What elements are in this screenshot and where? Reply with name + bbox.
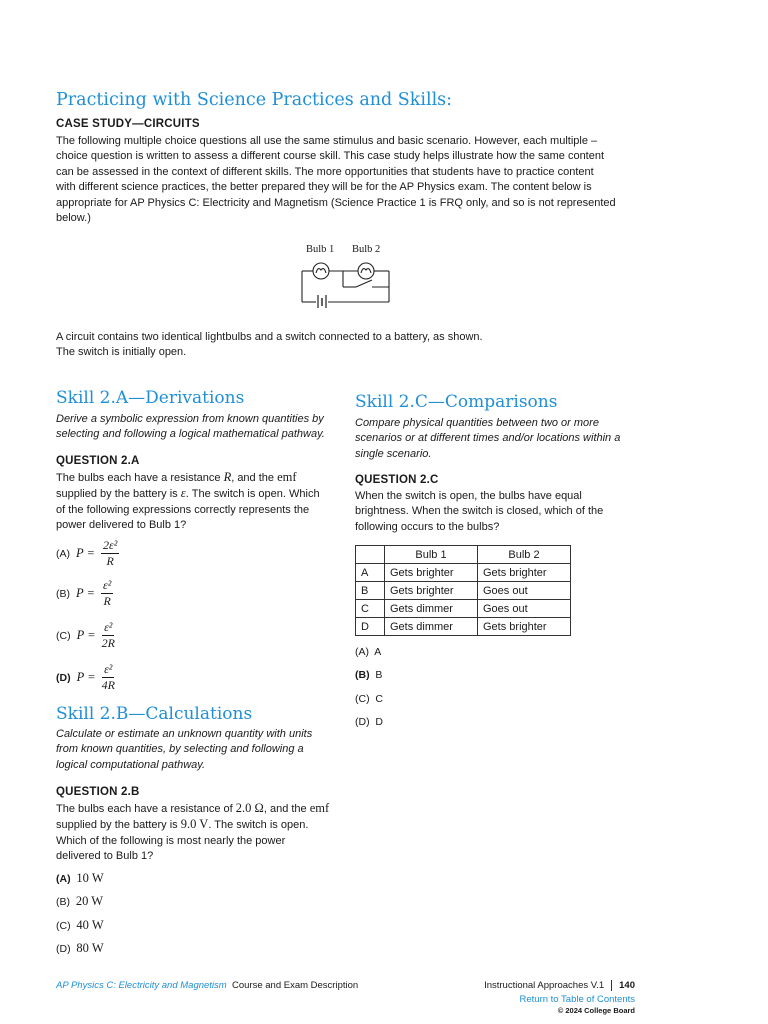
desc-line: Derive a symbolic expression from known quantities by (56, 413, 324, 425)
desc-line: Calculate or estimate an unknown quantity with units (56, 728, 313, 740)
table-cell: C (356, 600, 385, 618)
table-cell: A (356, 564, 385, 582)
q-text: delivered to Bulb 1? (56, 850, 154, 863)
fraction (102, 620, 115, 651)
option-2a-c[interactable] (56, 620, 115, 651)
desc-line: logical computational pathway. (56, 758, 205, 771)
option-2b-c[interactable] (56, 918, 104, 933)
option-2a-d[interactable] (56, 662, 115, 693)
table-cell: Gets dimmer (385, 618, 478, 636)
option-value: C (375, 693, 384, 705)
footer-course (56, 980, 358, 991)
footer-divider (611, 980, 612, 991)
option-2c-c[interactable] (355, 693, 383, 705)
q-text: supplied by the battery is (56, 488, 178, 501)
option-2c-a[interactable] (355, 646, 381, 658)
option-2b-b[interactable] (56, 894, 103, 909)
footer-page-info (484, 980, 635, 991)
option-2b-d[interactable] (56, 941, 104, 956)
symbol-emf: emf (309, 801, 330, 815)
q-text: , and the (231, 472, 275, 484)
option-value: 10 W (76, 871, 104, 885)
denominator: R (106, 554, 114, 568)
table-cell: Gets brighter (385, 582, 478, 600)
option-letter: (A) (56, 547, 70, 560)
intro-line: appropriate for AP Physics C: Electricity and Magnetism (Science Practice 1 is FRQ only, and so is not represented (56, 196, 616, 209)
numerator: 2ε² (102, 538, 118, 552)
footer-course-desc: Course and Exam Description (231, 980, 359, 991)
option-letter: (D) (56, 943, 71, 955)
option-letter: (C) (56, 629, 71, 642)
skill-2b-description (56, 727, 312, 773)
q-text: following occurs to the bulbs? (355, 520, 500, 533)
fraction (101, 578, 113, 609)
intro-line: The following multiple choice questions all use the same stimulus and basic scenario. However, each multiple – (56, 135, 598, 147)
toc-link[interactable]: Return to Table of Contents (519, 994, 635, 1005)
option-letter: (B) (56, 896, 70, 908)
option-letter: (A) (355, 646, 369, 658)
stimulus-line: A circuit contains two identical lightbulbs and a switch connected to a battery, as shown. (56, 331, 483, 343)
option-letter: (D) (355, 716, 370, 728)
numerator: ε² (102, 578, 112, 592)
comparison-table (355, 545, 571, 636)
table-row (356, 600, 571, 618)
table-header-cell: Bulb 1 (385, 546, 478, 564)
emf-value: 9.0 V (180, 817, 209, 832)
bulb1-label: Bulb 1 (306, 244, 335, 255)
option-2b-a[interactable] (56, 871, 104, 886)
q-text: brightness. When the switch is closed, which of the (355, 505, 604, 518)
option-2c-d[interactable] (355, 716, 383, 728)
table-header-cell (356, 546, 385, 564)
desc-line: Compare physical quantities between two or more (355, 417, 599, 429)
q-text: The bulbs each have a resistance of (56, 803, 233, 815)
table-row (356, 618, 571, 636)
table-cell: Gets brighter (385, 564, 478, 582)
option-letter: (A) (56, 873, 71, 885)
table-header-cell: Bulb 2 (478, 546, 571, 564)
case-study-label: CASE STUDY—CIRCUITS (56, 118, 200, 130)
option-lhs: P = (76, 670, 96, 684)
intro-line: can be assessed in the context of different skills. The more opportunities that students have to practice content (56, 165, 594, 178)
question-2a-text (56, 470, 346, 534)
skill-2a-description (56, 412, 325, 443)
desc-line: from known quantities, by selecting and following a (56, 743, 304, 756)
q-text: Which of the following is most nearly the power (56, 834, 286, 847)
circuit-diagram (296, 242, 406, 310)
table-row (356, 564, 571, 582)
table-cell: Gets brighter (478, 618, 571, 636)
skill-2c-heading: Skill 2.C—Comparisons (355, 392, 558, 412)
table-header-row (356, 546, 571, 564)
circuit-schematic (296, 256, 406, 308)
option-letter: (B) (355, 669, 370, 681)
symbol-emf: emf (277, 470, 297, 484)
desc-line: selecting and following a logical mathematical pathway. (56, 428, 325, 441)
question-2a-label: QUESTION 2.A (56, 455, 140, 467)
denominator: 4R (101, 678, 115, 692)
option-value: A (374, 646, 382, 658)
intro-line: with different science practices, the better prepared they will be for the AP Physics exam. The content below is (56, 181, 592, 194)
q-text: supplied by the battery is (56, 819, 178, 832)
footer-section: Instructional Approaches V.1 (484, 980, 605, 991)
option-letter: (C) (355, 693, 370, 705)
skill-2b-heading: Skill 2.B—Calculations (56, 704, 253, 724)
page-number: 140 (619, 980, 635, 991)
table-cell: Goes out (478, 600, 571, 618)
desc-line: single scenario. (355, 447, 432, 460)
table-row (356, 582, 571, 600)
page-title: Practicing with Science Practices and Skills: (56, 90, 453, 110)
numerator: ε² (104, 620, 113, 634)
denominator: R (103, 594, 111, 608)
option-lhs: P = (76, 586, 95, 600)
option-letter: (D) (56, 671, 71, 684)
q-text: . The switch is open. Which (185, 488, 320, 501)
copyright: © 2024 College Board (557, 1006, 635, 1015)
skill-2a-heading: Skill 2.A—Derivations (56, 388, 245, 408)
resistance-value: 2.0 Ω (235, 801, 264, 815)
option-2c-b[interactable] (355, 669, 382, 681)
option-2a-b[interactable] (56, 578, 113, 609)
option-value: 40 W (76, 918, 104, 932)
question-2c-label: QUESTION 2.C (355, 474, 439, 486)
table-cell: Gets brighter (478, 564, 571, 582)
numerator: ε² (104, 662, 113, 676)
symbol-r: R (223, 470, 232, 484)
footer-course-name: AP Physics C: Electricity and Magnetism (56, 980, 227, 991)
table-cell: Gets dimmer (385, 600, 478, 618)
stimulus-line: The switch is initially open. (56, 346, 187, 359)
option-letter: (C) (56, 920, 71, 932)
intro-paragraph (56, 134, 676, 226)
question-2c-text (355, 489, 603, 535)
bulb2-label: Bulb 2 (352, 244, 381, 255)
symbol-epsilon: ε (180, 486, 186, 501)
table-cell: D (356, 618, 385, 636)
q-text: of the following expressions correctly represents the (56, 503, 310, 516)
question-2b-text (56, 801, 346, 865)
option-value: 20 W (75, 894, 104, 908)
option-value: D (375, 716, 384, 728)
intro-line: choice question is written to assess a different course skill. This case study helps illustrate how the same content (56, 150, 605, 163)
option-2a-a[interactable] (56, 538, 119, 569)
switch-icon (356, 280, 372, 287)
q-text: . The switch is open. (208, 819, 309, 832)
q-text: The bulbs each have a resistance (56, 472, 221, 484)
stimulus (56, 330, 483, 361)
table-cell: B (356, 582, 385, 600)
fraction (101, 538, 119, 569)
intro-line: below.) (56, 212, 91, 225)
fraction (102, 662, 115, 693)
q-text: power delivered to Bulb 1? (56, 519, 187, 532)
skill-2c-description (355, 416, 620, 462)
denominator: 2R (101, 636, 115, 650)
option-letter: (B) (56, 587, 70, 600)
q-text: When the switch is open, the bulbs have equal (355, 490, 582, 502)
desc-line: scenarios or at different times and/or locations within a (355, 432, 621, 445)
option-lhs: P = (76, 628, 96, 642)
q-text: , and the (263, 803, 307, 815)
question-2b-label: QUESTION 2.B (56, 786, 140, 798)
bulb2-icon (358, 263, 374, 279)
table-cell: Goes out (478, 582, 571, 600)
option-value: 80 W (76, 941, 104, 955)
bulb1-icon (313, 263, 329, 279)
option-lhs: P = (76, 546, 95, 560)
option-value: B (375, 669, 383, 681)
